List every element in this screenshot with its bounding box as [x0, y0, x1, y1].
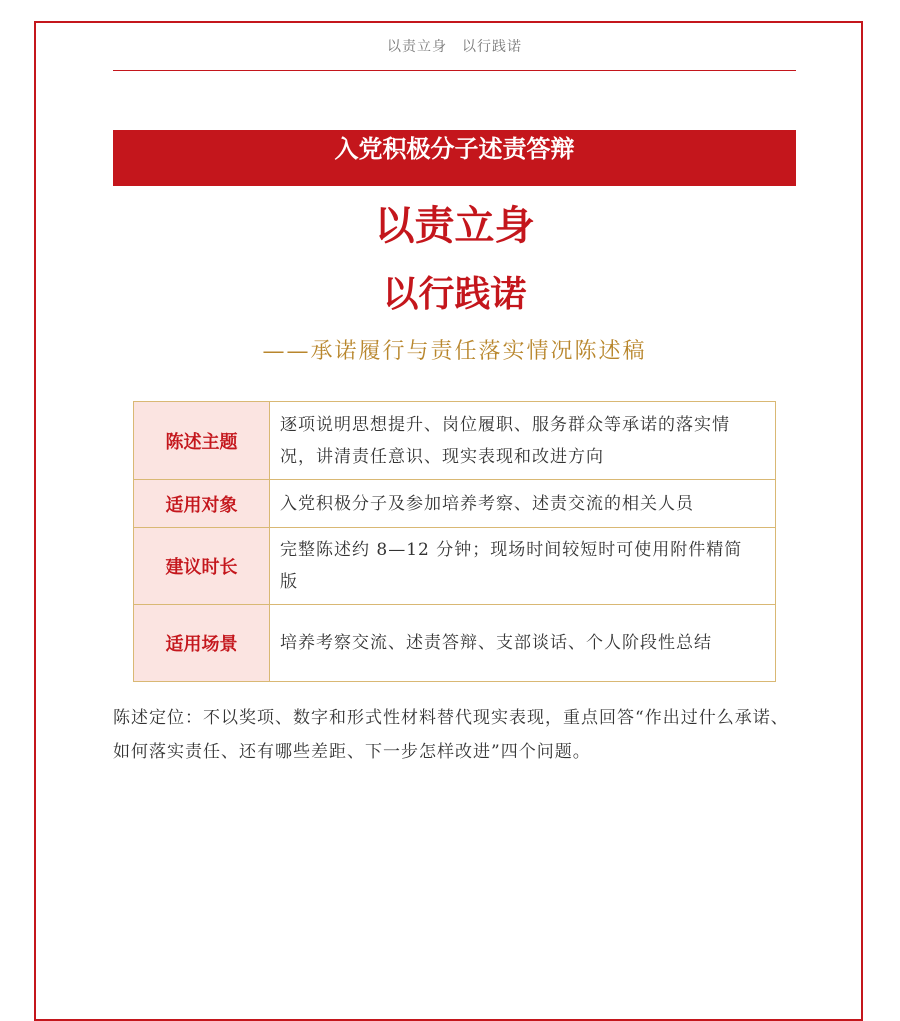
info-table — [133, 401, 776, 682]
positioning-paragraph: 陈述定位：不以奖项、数字和形式性材料替代现实表现，重点回答“作出过什么承诺、如何落实责任、还有哪些差距、下一步怎样改进”四个问题。 — [113, 708, 789, 762]
table-row — [134, 480, 776, 528]
subtitle: ——承诺履行与责任落实情况陈述稿 — [262, 339, 647, 364]
table-row — [134, 528, 776, 605]
table-row — [134, 605, 776, 682]
row-label-duration: 建议时长 — [134, 528, 270, 605]
running-header: 以责立身 以行践诺 — [387, 39, 522, 55]
header-divider — [113, 70, 796, 71]
row-label-audience: 适用对象 — [134, 480, 270, 528]
title-banner: 入党积极分子述责答辩 — [113, 130, 796, 186]
row-label-scenarios: 适用场景 — [134, 605, 270, 682]
row-value-topic: 逐项说明思想提升、岗位履职、服务群众等承诺的落实情况，讲清责任意识、现实表现和改进方向 — [270, 402, 776, 480]
row-value-duration: 完整陈述约 8—12 分钟；现场时间较短时可使用附件精简版 — [270, 528, 776, 605]
row-value-audience: 入党积极分子及参加培养考察、述责交流的相关人员 — [270, 480, 776, 528]
row-label-topic: 陈述主题 — [134, 402, 270, 480]
main-title-line-1: 以责立身 — [374, 203, 535, 249]
row-value-scenarios: 培养考察交流、述责答辩、支部谈话、个人阶段性总结 — [270, 605, 776, 682]
table-row — [134, 402, 776, 480]
main-title-line-2: 以行践诺 — [382, 274, 527, 315]
